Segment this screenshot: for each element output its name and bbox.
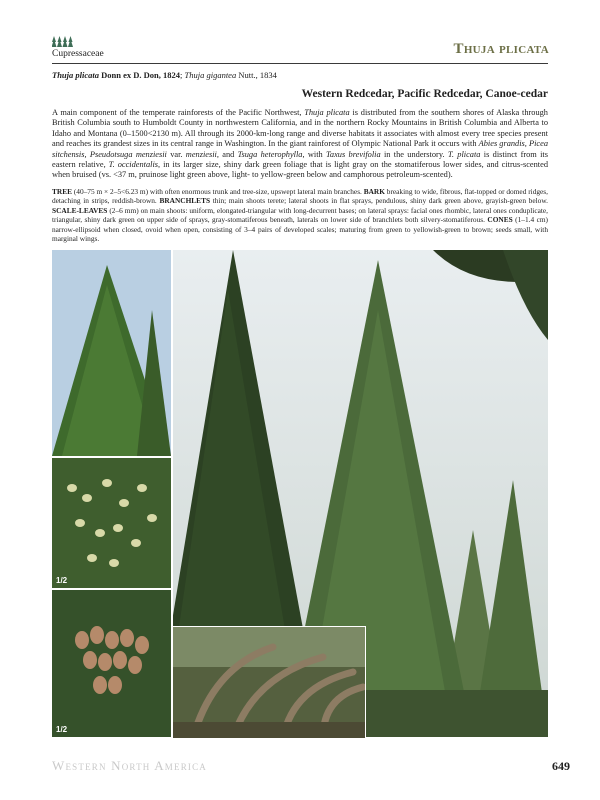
scale-label-mature-cones: 1/2 [56,725,68,734]
description-paragraph: TREE (40–75 m × 2–5<6.23 m) with often enormous trunk and tree-size, upswept lateral main branches. BARK breaking to wide, fibrous, flat-topped or domed ridges, detaching in strips, reddish-brown. BRANCHLETS thin; main shoots terete; lateral shoots in flat sprays, pendulous, shiny dark green above, grayish-green below. SCALE-LEAVES (2–6 mm) on main shoots: uniform, elongated-triangular with long-decurrent bases; on lateral sprays: facial ones rhombic, lateral ones conduplicate, triangular, shiny dark green on upper side of sprays, gray-stomatiferous beneath, laterals on lower side of branchlets both silvery-stomatiferous. CONES (1–1.4 cm) narrow-ellipsoid when closed, ovoid when open, consisting of 3–4 pairs of developed scales; maturing from green to yellowish-green to brown; seeds small, with marginal wings. [52,187,548,244]
conifer-trees-icon [52,36,74,48]
young-tree-photo [52,250,171,456]
mature-cones-photo [52,590,171,737]
authority-line [52,70,277,80]
family-name: Cupressaceae [52,49,104,59]
common-names: Western Redcedar, Pacific Redcedar, Canoe-cedar [301,88,548,100]
curving-trunks-photo [173,626,366,738]
authority-author: Donn ex D. Don, 1824 [99,70,180,80]
synonym-name: Thuja gigantea [184,70,237,80]
intro-paragraph: A main component of the temperate rainforests of the Pacific Northwest, Thuja plicata is distributed from the southern shores of Alaska through British Columbia south to Humboldt County in northwestern California, and in the northern Rocky Mountains in British Columbia and Alberta to Idaho and Montana (0–1500<2130 m). All through its 2000-km-long range and diverse habitats it associates with almost every tree species present and reaches its grandest sizes in its central range in Washington. In the giant rainforest of Olympic National Park it occurs with Abies grandis, Picea sitchensis, Pseudotsuga menziesii var. menziesii, and Tsuga heterophylla, with Taxus brevifolia in the understory. T. plicata is distinct from its eastern relative, T. occidentalis, in its larger size, shiny dark green foliage that is light gray on the stomatiferous lower sides, and citrus-scented when bruised (vs. <37 m, pruinose light green above, light- to yellow-green below and camphorous petroleum-scented). [52,108,548,180]
page-number: 649 [552,759,570,773]
authority-name: Thuja plicata [52,70,99,80]
immature-cones-photo [52,458,171,588]
authority-sep: ; [180,70,185,80]
species-title: Thuja plicata [453,41,549,57]
scale-label-cones: 1/2 [56,576,68,585]
synonym-author: Nutt., 1834 [236,70,277,80]
footer-region: Western North America [52,758,207,773]
header-rule [52,63,548,64]
